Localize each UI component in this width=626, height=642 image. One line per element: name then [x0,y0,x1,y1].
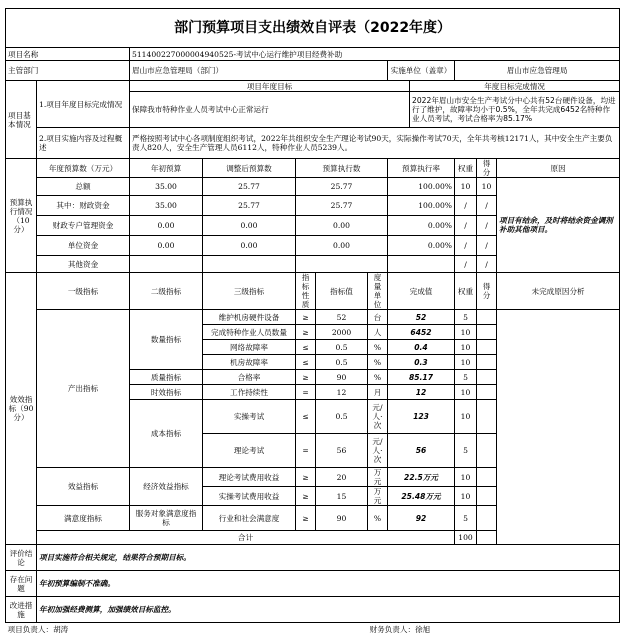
indicator-nature: ≥ [296,370,316,385]
perf-header-unit: 度量单位 [368,273,388,310]
indicator-name: 理论考试费用收益 [203,468,296,487]
budget-executed [296,256,388,273]
budget-weight: 10 [455,178,477,196]
budget-row-label: 其中：财政资金 [37,196,130,216]
indicator-score [477,310,497,325]
indicator-unit: 万元 [368,487,388,506]
indicator-score [477,434,497,468]
lvl2-econ: 经济效益指标 [130,468,203,506]
indicator-score [477,370,497,385]
indicator-unit: % [368,370,388,385]
budget-weight: / [455,236,477,256]
fix-label: 改进措施 [6,597,37,623]
project-name: 511400227000004940525-考试中心运行维护项目经费补助 [130,48,620,61]
indicator-done: 52 [388,310,455,325]
total-label: 合计 [37,531,455,545]
indicator-unit: 月 [368,385,388,400]
finance-name: 徐旭 [415,625,431,635]
self-evaluation-sheet [5,8,619,637]
indicator-score [477,468,497,487]
indicator-weight: 10 [455,340,477,355]
budget-score: / [477,216,497,236]
completion-header: 年度目标完成情况 [410,81,620,92]
lvl2-quality: 质量指标 [130,370,203,385]
indicator-value: 20 [316,468,368,487]
lvl2-time: 时效指标 [130,385,203,400]
budget-rate: 0.00% [388,216,455,236]
perf-header-done: 完成值 [388,273,455,310]
budget-row [6,178,620,196]
indicator-weight: 10 [455,385,477,400]
indicator-unit: 台 [368,310,388,325]
indicator-weight: 10 [455,400,477,434]
exec-unit-label: 实施单位（盖章） [388,61,455,81]
budget-adjusted [203,256,296,273]
budget-weight: / [455,196,477,216]
issue-text: 年初预算编制不准确。 [37,571,620,597]
budget-initial [130,256,203,273]
budget-rate [388,256,455,273]
goal-header: 项目年度目标 [130,81,410,92]
finance-label: 财务负责人： [369,625,416,635]
lvl1-benefit: 效益指标 [37,468,130,506]
indicator-nature: = [296,434,316,468]
indicator-nature: ≤ [296,400,316,434]
budget-header-year: 年度预算数（万元） [37,159,130,178]
lvl2-cost: 成本指标 [130,400,203,468]
budget-adjusted: 0.00 [203,236,296,256]
budget-row-label: 财政专户管理资金 [37,216,130,236]
lvl2-quantity: 数量指标 [130,310,203,370]
budget-adjusted: 25.77 [203,196,296,216]
budget-executed: 0.00 [296,216,388,236]
budget-score: / [477,256,497,273]
indicator-unit: % [368,506,388,531]
budget-initial: 35.00 [130,196,203,216]
basic-row1-label: 1.项目年度目标完成情况 [37,81,130,128]
budget-section-label: 预算执行情况（10分） [6,159,37,273]
total-score [477,531,497,545]
indicator-done: 0.3 [388,355,455,370]
indicator-name: 工作持续性 [203,385,296,400]
indicator-weight: 10 [455,468,477,487]
indicator-nature: ≤ [296,355,316,370]
perf-row [6,310,620,325]
indicator-weight: 5 [455,310,477,325]
annual-completion: 2022年眉山市安全生产考试分中心共有52台硬件设备，均进行了维护，故障率均小于0.5%，全年共完成6452名特种作业人员考试，考试合格率为85.17% [410,92,620,128]
budget-executed: 25.77 [296,196,388,216]
indicator-unit: 人 [368,325,388,340]
issue-label: 存在问题 [6,571,37,597]
indicator-nature: = [296,385,316,400]
budget-row-label: 总额 [37,178,130,196]
indicator-value: 12 [316,385,368,400]
indicator-score [477,325,497,340]
perf-header-score: 得分 [477,273,497,310]
indicator-done: 6452 [388,325,455,340]
indicator-weight: 5 [455,434,477,468]
indicator-nature: ≤ [296,340,316,355]
budget-header-executed: 预算执行数 [296,159,388,178]
indicator-name: 网络故障率 [203,340,296,355]
budget-executed: 0.00 [296,236,388,256]
indicator-score [477,385,497,400]
unfinished-reason [497,310,620,545]
dept-value: 眉山市应急管理局（部门） [130,61,388,81]
budget-reason: 项目有结余，及时将结余资金调剂补助其他项目。 [497,178,620,273]
annual-goal: 保障我市特种作业人员考试中心正常运行 [130,92,410,128]
lvl2-service: 服务对象满意度指标 [130,506,203,531]
perf-header-lvl1: 一级指标 [37,273,130,310]
indicator-unit: % [368,340,388,355]
indicator-value: 90 [316,370,368,385]
budget-header-weight: 权重 [455,159,477,178]
perf-header-weight: 权重 [455,273,477,310]
perf-header-lvl2: 二级指标 [130,273,203,310]
budget-rate: 100.00% [388,178,455,196]
eval-label: 评价结论 [6,545,37,571]
perf-header-reason: 未完成原因分析 [497,273,620,310]
indicator-value: 15 [316,487,368,506]
perf-header-lvl3: 三级指标 [203,273,296,310]
basic-section-label: 项目基本情况 [6,81,37,159]
indicator-name: 维护机房硬件设备 [203,310,296,325]
budget-header-reason: 原因 [497,159,620,178]
indicator-weight: 10 [455,487,477,506]
indicator-weight: 10 [455,325,477,340]
indicator-done: 25.48万元 [388,487,455,506]
indicator-value: 52 [316,310,368,325]
indicator-unit: % [368,355,388,370]
indicator-weight: 10 [455,355,477,370]
indicator-score [477,355,497,370]
indicator-unit: 元/人·次 [368,434,388,468]
finance-leader [368,623,620,637]
budget-rate: 100.00% [388,196,455,216]
budget-header-initial: 年初预算 [130,159,203,178]
indicator-value: 0.5 [316,355,368,370]
budget-row-label: 单位资金 [37,236,130,256]
project-leader [6,623,203,637]
indicator-value: 90 [316,506,368,531]
leader-name: 胡涛 [53,625,69,635]
budget-executed: 25.77 [296,178,388,196]
leader-label: 项目负责人： [7,625,54,635]
budget-score: / [477,236,497,256]
lvl1-satisfaction: 满意度指标 [37,506,130,531]
indicator-weight: 5 [455,370,477,385]
budget-header-adjusted: 调整后预算数 [203,159,296,178]
indicator-name: 实操考试费用收益 [203,487,296,506]
indicator-score [477,506,497,531]
indicator-done: 92 [388,506,455,531]
indicator-value: 0.5 [316,340,368,355]
budget-header-score: 得分 [477,159,497,178]
basic-row2-label: 2.项目实施内容及过程概述 [37,128,130,159]
implementation-summary: 严格按照考试中心各项制度组织考试，2022年共组织安全生产理论考试90天，实际操作考试70天，全年共考核12171人，其中安全生产主要负责人820人，安全生产管理人员6112人，特种作业人员5239人。 [130,128,620,159]
indicator-value: 0.5 [316,400,368,434]
indicator-done: 0.4 [388,340,455,355]
indicator-value: 2000 [316,325,368,340]
indicator-name: 完成特种作业人员数量 [203,325,296,340]
budget-row-label: 其他资金 [37,256,130,273]
budget-adjusted: 0.00 [203,216,296,236]
perf-header-nature: 指标性质 [296,273,316,310]
indicator-done: 12 [388,385,455,400]
lvl1-output: 产出指标 [37,310,130,468]
budget-rate: 0.00% [388,236,455,256]
evaluation-table [5,8,620,637]
indicator-nature: ≥ [296,506,316,531]
budget-adjusted: 25.77 [203,178,296,196]
budget-initial: 0.00 [130,236,203,256]
indicator-name: 合格率 [203,370,296,385]
page-title: 部门预算项目支出绩效自评表（2022年度） [6,9,620,48]
indicator-nature: ≥ [296,325,316,340]
indicator-name: 行业和社会满意度 [203,506,296,531]
budget-score: 10 [477,178,497,196]
indicator-unit: 万元 [368,468,388,487]
indicator-nature: ≥ [296,487,316,506]
budget-initial: 0.00 [130,216,203,236]
indicator-done: 123 [388,400,455,434]
indicator-score [477,400,497,434]
indicator-value: 56 [316,434,368,468]
fix-text: 年初加强经费测算，加强绩效目标监控。 [37,597,620,623]
budget-weight: / [455,256,477,273]
dept-label: 主管部门 [6,61,130,81]
indicator-nature: ≥ [296,468,316,487]
indicator-done: 22.5万元 [388,468,455,487]
indicator-name: 机房故障率 [203,355,296,370]
indicator-done: 85.17 [388,370,455,385]
indicator-nature: ≥ [296,310,316,325]
budget-header-rate: 预算执行率 [388,159,455,178]
indicator-weight: 5 [455,506,477,531]
project-name-label: 项目名称 [6,48,130,61]
indicator-name: 理论考试 [203,434,296,468]
indicator-done: 56 [388,434,455,468]
indicator-score [477,487,497,506]
indicator-score [477,340,497,355]
indicator-name: 实操考试 [203,400,296,434]
eval-text: 项目实施符合相关规定，结果符合预期目标。 [37,545,620,571]
budget-initial: 35.00 [130,178,203,196]
perf-section-label: 效效指标（90分） [6,273,37,545]
perf-header-value: 指标值 [316,273,368,310]
total-weight: 100 [455,531,477,545]
budget-score: / [477,196,497,216]
exec-unit-value: 眉山市应急管理局 [455,61,620,81]
budget-weight: / [455,216,477,236]
indicator-unit: 元/人·次 [368,400,388,434]
